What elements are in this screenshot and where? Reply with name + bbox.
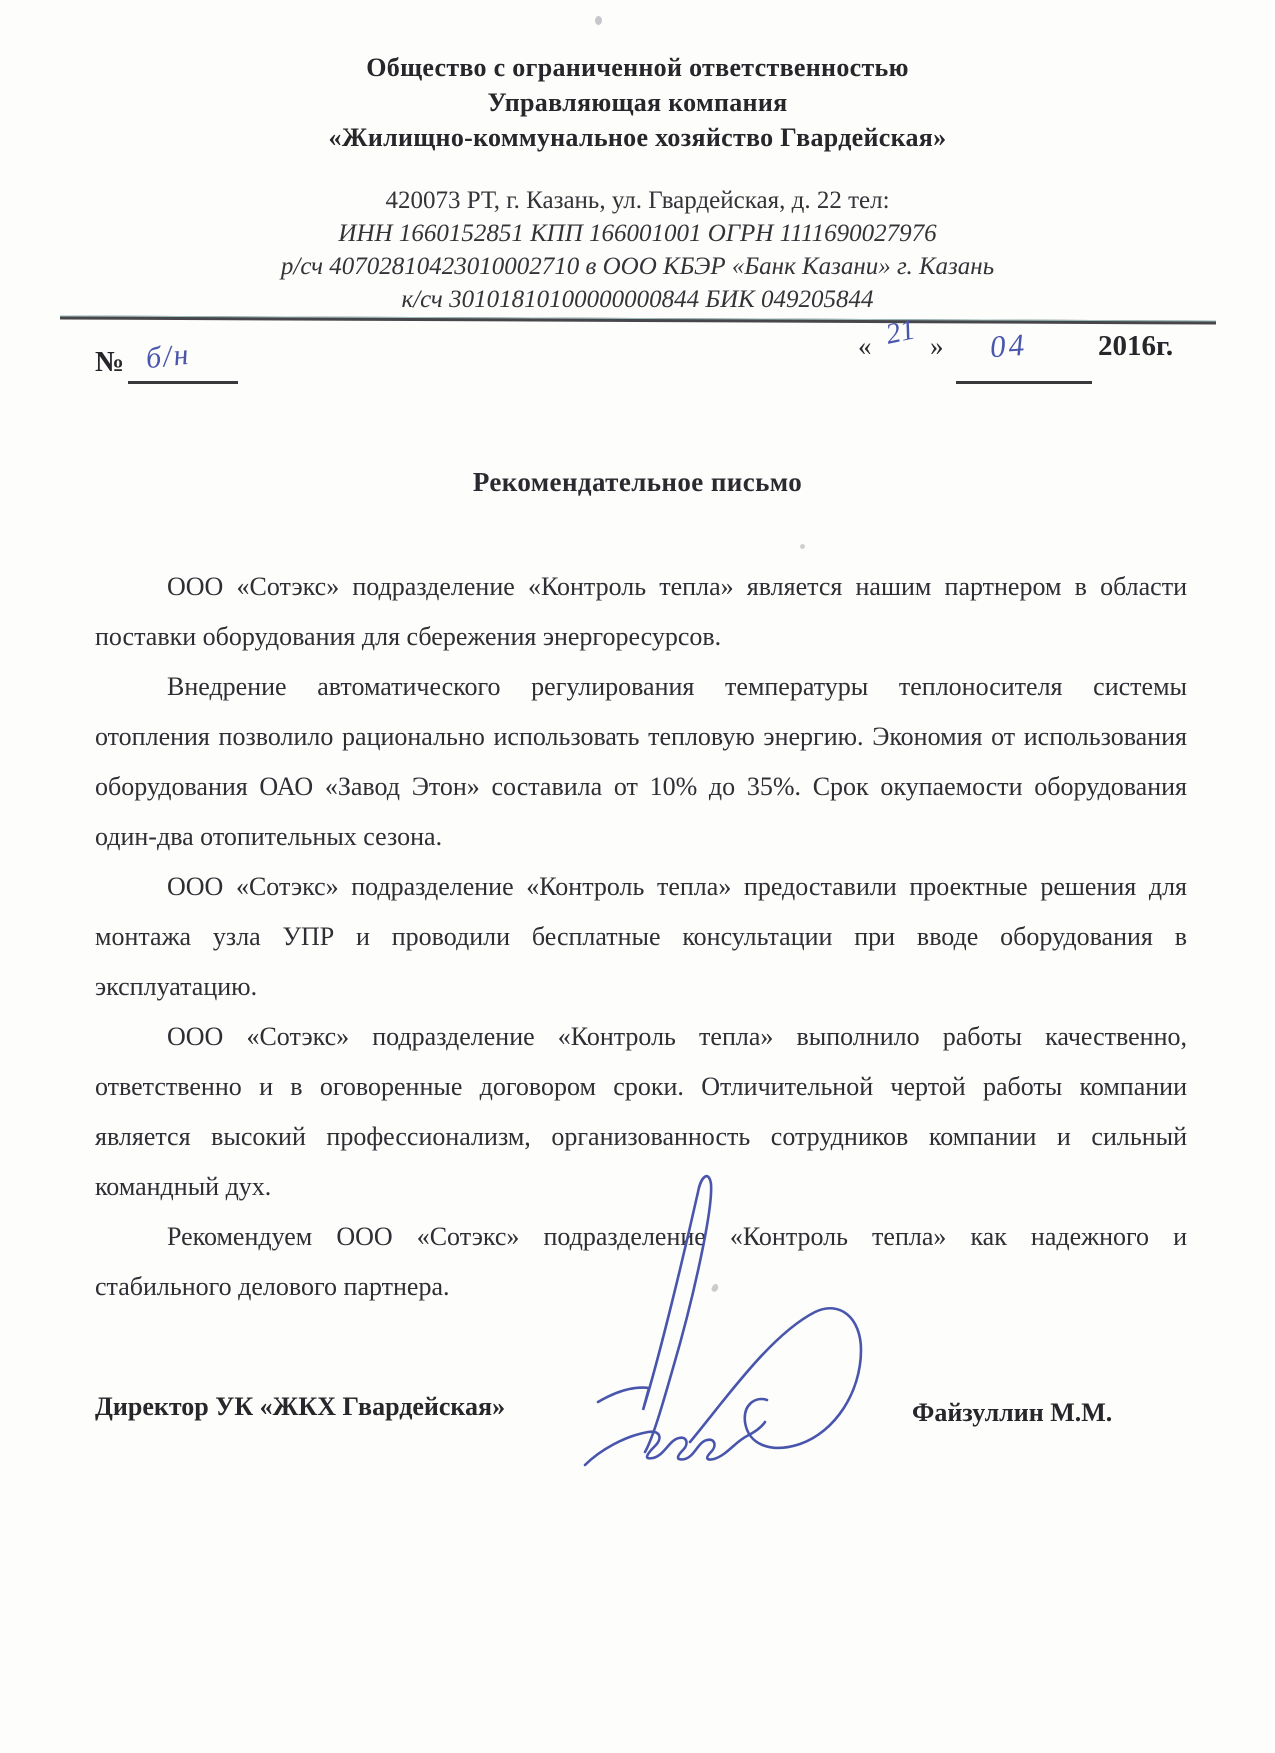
signer-name: Файзуллин М.М. — [912, 1398, 1113, 1427]
scan-speck — [800, 544, 805, 549]
scan-speck — [595, 16, 602, 25]
number-underline — [128, 381, 238, 384]
date-day-handwritten: 21 — [882, 313, 918, 351]
date-month-handwritten: 04 — [988, 326, 1029, 365]
signature-handwriting — [565, 1160, 885, 1500]
date-year: 2016г. — [1098, 330, 1174, 362]
letterhead — [0, 50, 1275, 155]
company-kind: Управляющая компания — [487, 88, 788, 117]
document-title: Рекомендательное письмо — [472, 467, 803, 497]
corr-account: к/сч 30101810100000000844 БИК 049205844 — [401, 286, 874, 313]
bank-account: р/сч 40702810423010002710 в ООО КБЭР «Банк Казани» г. Казань — [280, 253, 995, 280]
paragraph: Рекомендуем ООО «Сотэкс» подразделение «Контроль тепла» как надежного и стабильного делового партнера. — [95, 1222, 1187, 1301]
date-month-underline — [956, 381, 1092, 384]
company-name: «Жилищно-коммунальное хозяйство Гвардейская» — [328, 123, 947, 152]
company-address: 420073 РТ, г. Казань, ул. Гвардейская, д. 22 тел: — [385, 187, 890, 214]
header-separator-line — [60, 315, 1216, 324]
paragraph: ООО «Сотэкс» подразделение «Контроль тепла» является нашим партнером в области поставки оборудования для сбережения энергоресурсов. — [95, 572, 1187, 651]
company-type: Общество с ограниченной ответственностью — [366, 53, 909, 82]
date-open-quote: « — [858, 331, 872, 361]
paragraph: ООО «Сотэкс» подразделение «Контроль тепла» выполнило работы качественно, ответственно и в оговоренные договором сроки. Отличительной чертой работы компании является высокий профессионализм, организованность сотрудников компании и сильный командный дух. — [95, 1022, 1187, 1201]
number-handwritten-value: б/н — [144, 337, 192, 376]
date-close-quote: » — [930, 331, 944, 361]
contacts-block — [0, 184, 1275, 316]
number-label: № — [95, 346, 125, 378]
paragraph: ООО «Сотэкс» подразделение «Контроль тепла» предоставили проектные решения для монтажа узла УПР и проводили бесплатные консультации при вводе оборудования в эксплуатацию. — [95, 872, 1187, 1001]
company-registration: ИНН 1660152851 КПП 166001001 ОГРН 1111690027976 — [338, 220, 937, 247]
signer-position: Директор УК «ЖКХ Гвардейская» — [95, 1392, 506, 1421]
paragraph: Внедрение автоматического регулирования температуры теплоносителя системы отопления позволило рационально использовать тепловую энергию. Экономия от использования оборудования ОАО «Завод Этон» составила от 10% до 35%. Срок окупаемости оборудования один-два отопительных сезона. — [95, 672, 1187, 851]
